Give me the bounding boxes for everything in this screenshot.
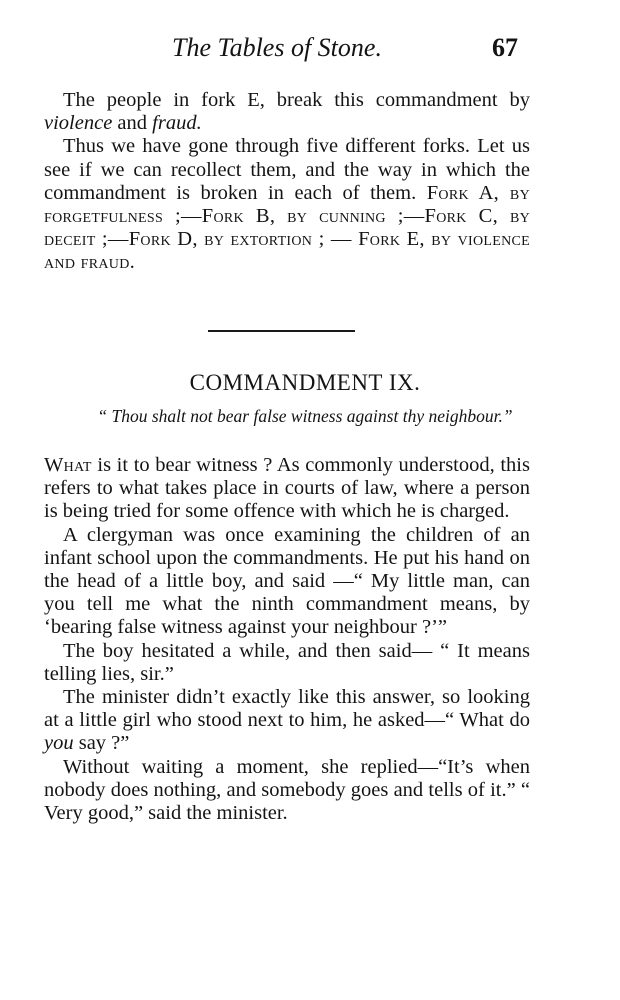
body-paragraph-2: A clergyman was once examining the children of an infant school upon the commandments. He put his hand on the head of a little boy, and said —“ My little man, can you tell me what the ninth commandment means, by ‘bearing false witness against your neighbour ?’” <box>44 523 530 639</box>
section-heading <box>0 370 620 396</box>
intro-p1-violence: violence <box>44 112 113 135</box>
intro-paragraph-1 <box>44 89 530 135</box>
running-head <box>0 33 620 67</box>
lead-word: What <box>44 454 92 476</box>
body-p4-start: The minister didn’t exactly like this answer, so looking at a little girl who stood next to him, he asked—“ What do <box>44 686 530 732</box>
intro-fork-summary: Fork A, by forgetfulness ;—Fork B, by cunning ;—Fork C, by deceit ;—Fork D, by extortion ; — Fork E, by violence and fraud. <box>44 181 530 274</box>
body-paragraph-4 <box>44 686 530 756</box>
body-paragraph-5: Without waiting a moment, she replied—“It’s when nobody does nothing, and somebody goes and tells of it.” “ Very good,” said the minister. <box>44 755 530 825</box>
body-p1-text: is it to bear witness ? As commonly understood, this refers to what takes place in courts of law, where a person is being tried for some offence with which he is charged. <box>44 454 530 523</box>
intro-paragraph-2 <box>44 135 530 274</box>
intro-p1-text: The people in fork E, break this commandment by <box>63 89 530 111</box>
epigraph: “ Thou shalt not bear false witness against thy neighbour.” <box>97 406 513 426</box>
intro-p2-text: Thus we have gone through five different forks. Let us see if we can recollect them, and the way in which the commandment is broken in each of them. <box>44 135 530 204</box>
body-paragraph-1 <box>44 454 530 524</box>
body-p4-end: say ?” <box>73 732 130 755</box>
section-divider <box>208 330 355 332</box>
body-paragraph-3: The boy hesitated a while, and then said— “ It means telling lies, sir.” <box>44 639 530 685</box>
running-title: The Tables of Stone. <box>172 33 382 62</box>
section-heading-text: COMMANDMENT IX. <box>189 370 421 395</box>
page-number: 67 <box>492 33 518 62</box>
body-p4-you: you <box>44 732 74 755</box>
section-body <box>44 454 530 825</box>
intro-block <box>44 89 530 275</box>
intro-p1-fraud: fraud. <box>152 112 202 135</box>
intro-p1-and: and <box>112 112 153 135</box>
